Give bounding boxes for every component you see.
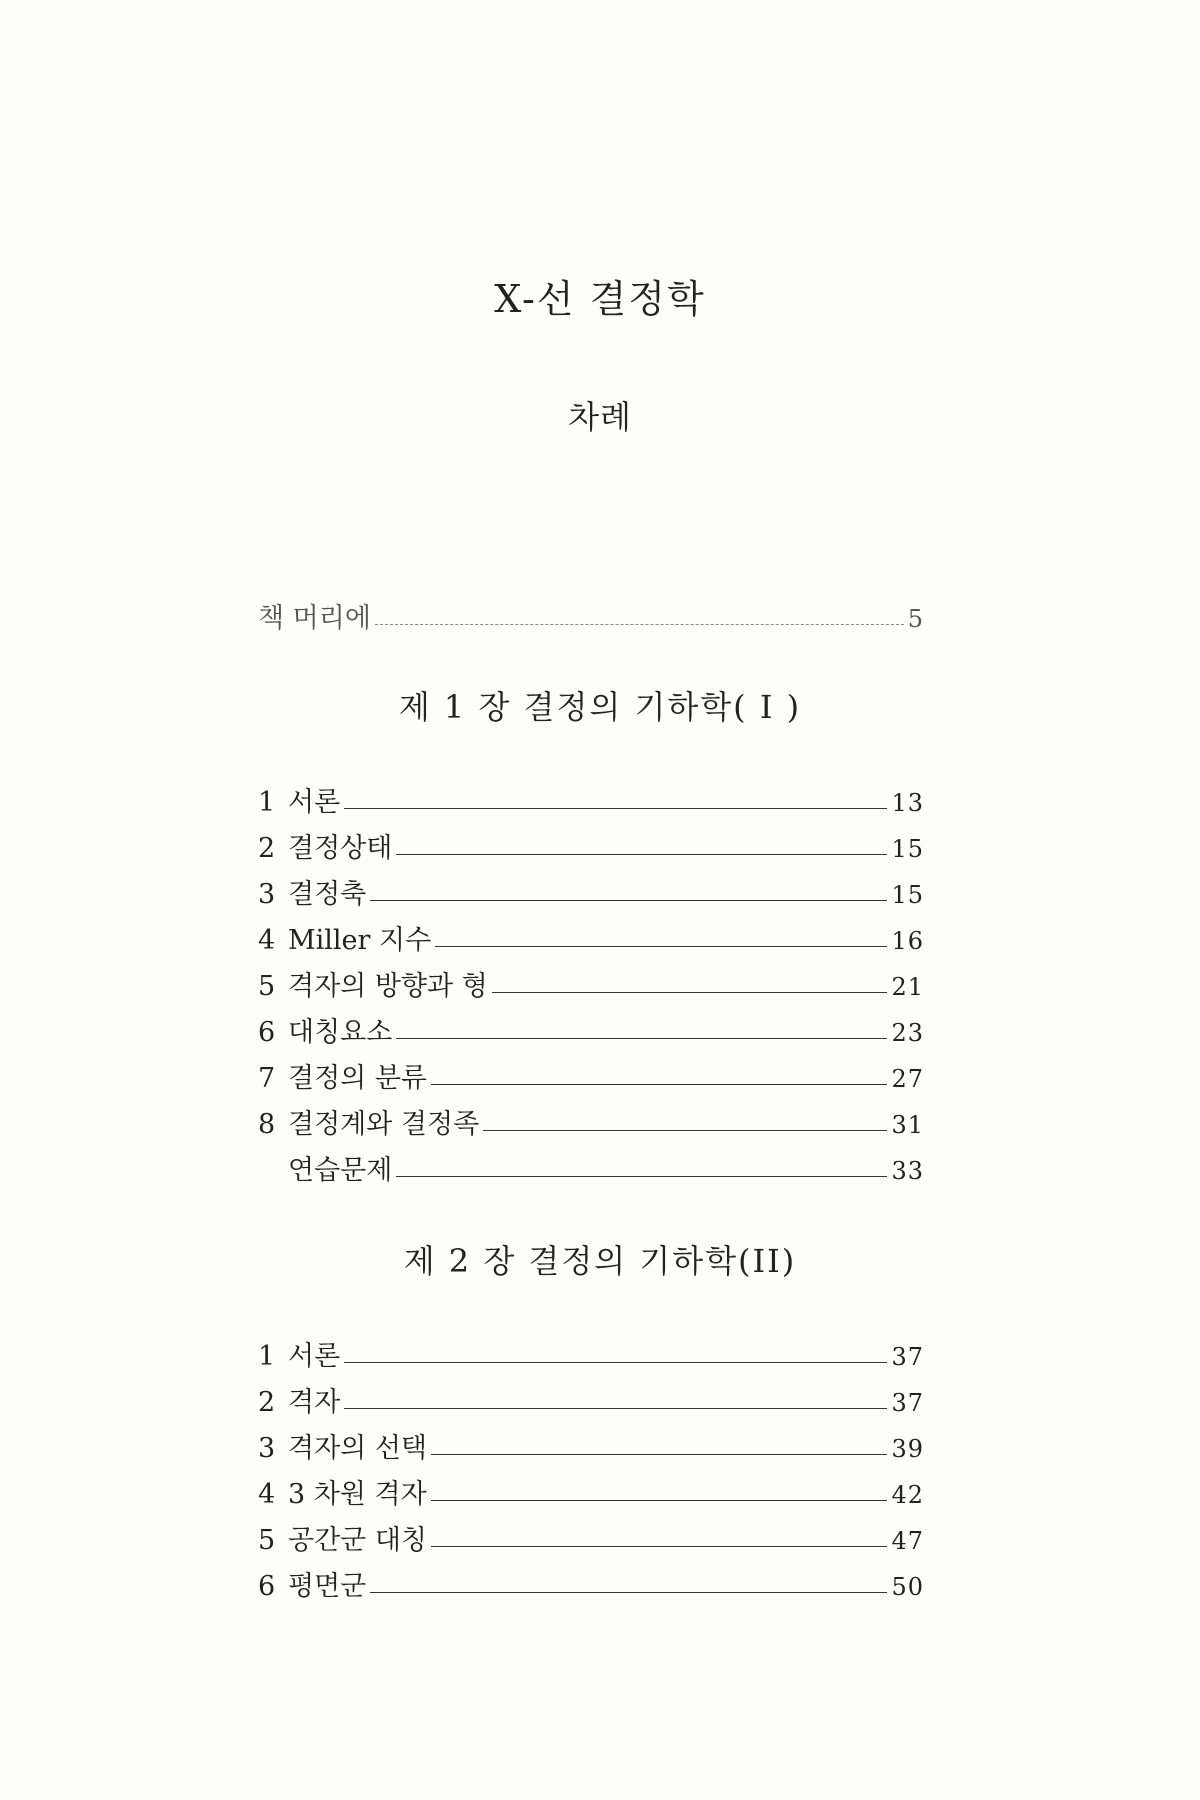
entry-number: 4 bbox=[258, 925, 276, 956]
toc-entry bbox=[258, 866, 924, 912]
dot-leader bbox=[344, 1408, 887, 1409]
toc-entry bbox=[258, 1050, 924, 1096]
toc-entry bbox=[258, 1466, 924, 1512]
entry-label: 서론 bbox=[288, 1341, 341, 1372]
entry-label: 공간군 대칭 bbox=[288, 1525, 427, 1556]
entry-number: 7 bbox=[258, 1063, 276, 1094]
toc-entry bbox=[258, 1558, 924, 1604]
entry-label: 서론 bbox=[288, 787, 341, 818]
toc-entry bbox=[258, 1512, 924, 1558]
chapter-2-heading: 제 2 장 결정의 기하학(II) bbox=[403, 1242, 797, 1280]
entry-label: 평면군 bbox=[288, 1571, 367, 1602]
entry-page-number: 47 bbox=[891, 1527, 924, 1555]
entry-number: 6 bbox=[258, 1571, 276, 1602]
dot-leader bbox=[370, 900, 887, 901]
chapter-1-heading: 제 1 장 결정의 기하학( I ) bbox=[398, 688, 802, 726]
entry-number: 4 bbox=[258, 1479, 276, 1510]
dot-leader bbox=[431, 1454, 887, 1455]
entry-label: 격자의 방향과 형 bbox=[288, 971, 488, 1002]
entry-label: 연습문제 bbox=[288, 1155, 393, 1186]
entry-page-number: 37 bbox=[891, 1389, 924, 1417]
entry-number: 3 bbox=[258, 879, 276, 910]
toc-entry bbox=[258, 958, 924, 1004]
dot-leader bbox=[396, 1038, 887, 1039]
toc-entry bbox=[258, 1096, 924, 1142]
entry-number: 1 bbox=[258, 787, 276, 818]
entry-page-number: 5 bbox=[907, 605, 924, 633]
toc-entry bbox=[258, 1420, 924, 1466]
entry-page-number: 31 bbox=[891, 1111, 924, 1139]
entry-label: 대칭요소 bbox=[288, 1017, 393, 1048]
toc-entry bbox=[258, 1004, 924, 1050]
dot-leader bbox=[344, 1362, 887, 1363]
entry-page-number: 50 bbox=[891, 1573, 924, 1601]
entry-page-number: 33 bbox=[891, 1157, 924, 1185]
dot-leader bbox=[375, 624, 904, 625]
entry-page-number: 21 bbox=[891, 973, 924, 1001]
dot-leader bbox=[396, 1176, 887, 1177]
entry-label: 책 머리에 bbox=[258, 603, 371, 634]
dot-leader bbox=[431, 1546, 887, 1547]
entry-label: 결정의 분류 bbox=[288, 1063, 427, 1094]
entry-page-number: 16 bbox=[891, 927, 924, 955]
entry-label: 격자 bbox=[288, 1387, 341, 1418]
toc-heading: 차례 bbox=[568, 398, 632, 436]
chapter-1-entries bbox=[258, 774, 924, 1188]
entry-number: 6 bbox=[258, 1017, 276, 1048]
toc-entry bbox=[258, 1374, 924, 1420]
dot-leader bbox=[344, 808, 887, 809]
entry-page-number: 15 bbox=[891, 881, 924, 909]
entry-page-number: 27 bbox=[891, 1065, 924, 1093]
entry-number: 8 bbox=[258, 1109, 276, 1140]
chapter-2-entries bbox=[258, 1328, 924, 1604]
entry-page-number: 37 bbox=[891, 1343, 924, 1371]
entry-number: 5 bbox=[258, 971, 276, 1002]
entry-label: 결정축 bbox=[288, 879, 367, 910]
dot-leader bbox=[435, 946, 887, 947]
entry-page-number: 23 bbox=[891, 1019, 924, 1047]
toc-entry bbox=[258, 774, 924, 820]
dot-leader bbox=[483, 1130, 887, 1131]
book-title: X-선 결정학 bbox=[494, 277, 706, 321]
dot-leader bbox=[492, 992, 888, 993]
entry-number: 1 bbox=[258, 1341, 276, 1372]
entry-label: 격자의 선택 bbox=[288, 1433, 427, 1464]
entry-label: 결정상태 bbox=[288, 833, 393, 864]
entry-number: 5 bbox=[258, 1525, 276, 1556]
dot-leader bbox=[396, 854, 887, 855]
entry-number: 2 bbox=[258, 833, 276, 864]
dot-leader bbox=[431, 1500, 888, 1501]
entry-label: Miller 지수 bbox=[288, 925, 432, 956]
entry-page-number: 39 bbox=[891, 1435, 924, 1463]
entry-page-number: 15 bbox=[891, 835, 924, 863]
toc-entry bbox=[258, 1142, 924, 1188]
entry-label: 결정계와 결정족 bbox=[288, 1109, 480, 1140]
entry-page-number: 13 bbox=[891, 789, 924, 817]
toc-entry bbox=[258, 1328, 924, 1374]
toc-entry bbox=[258, 820, 924, 866]
entry-page-number: 42 bbox=[891, 1481, 924, 1509]
dot-leader bbox=[431, 1084, 887, 1085]
entry-number: 3 bbox=[258, 1433, 276, 1464]
toc-entry-preface bbox=[258, 590, 924, 636]
toc-entry bbox=[258, 912, 924, 958]
preface-section bbox=[258, 590, 924, 636]
dot-leader bbox=[370, 1592, 887, 1593]
entry-label: 3 차원 격자 bbox=[288, 1479, 427, 1510]
entry-number: 2 bbox=[258, 1387, 276, 1418]
